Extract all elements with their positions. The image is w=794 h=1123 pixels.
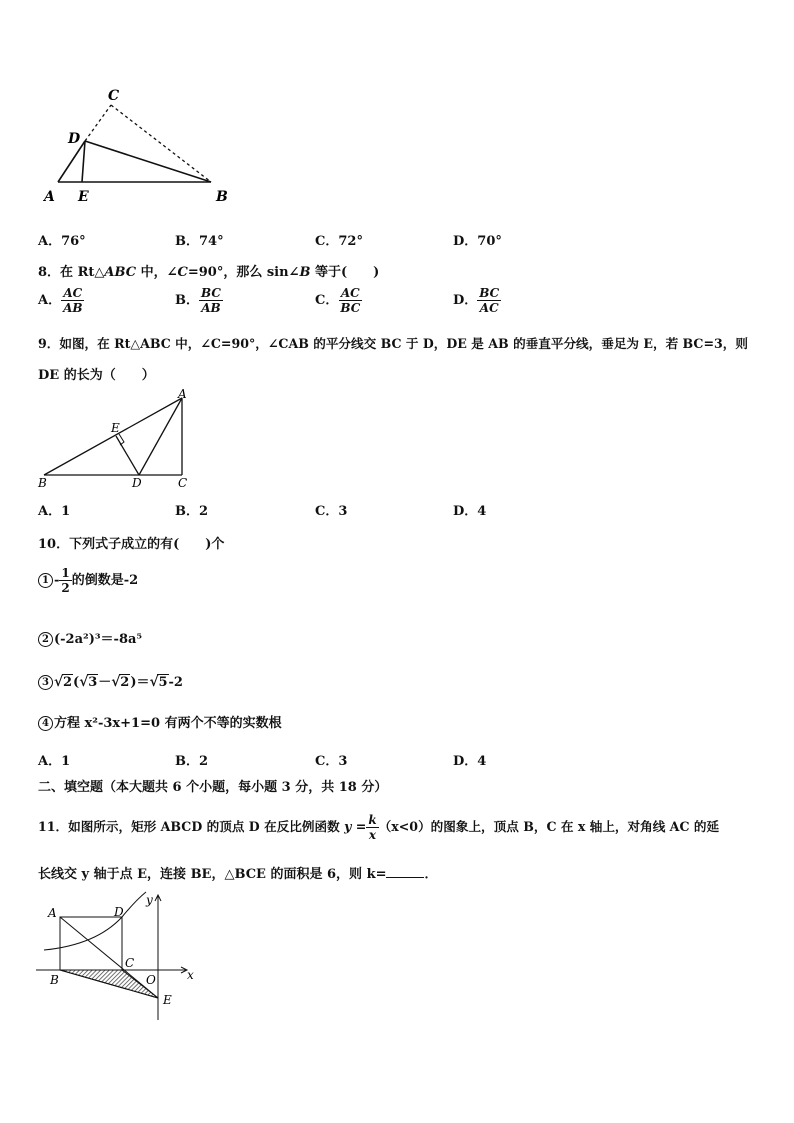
q10-item-3-number: 3 — [38, 675, 53, 690]
q10-item-2-number: 2 — [38, 632, 53, 647]
q7-option-d: D．70° — [453, 234, 502, 249]
q11-figure — [36, 890, 206, 1030]
fig9-label-d: D — [132, 476, 142, 488]
q10-option-c: C．3 — [315, 754, 348, 769]
fig9-label-e: E — [111, 421, 120, 435]
q11-answer-blank — [386, 867, 424, 878]
q8-stem — [38, 261, 379, 280]
q10-option-b: B．2 — [175, 754, 209, 769]
q8-option-c: C． $\frac{AC}{BC}$ — [315, 286, 361, 315]
fig7-label-c: C — [108, 88, 120, 104]
q8-stem-c: C — [177, 265, 188, 280]
fig9-label-b: B — [38, 476, 47, 488]
q8-option-a: A． $\frac{AC}{AB}$ — [38, 286, 83, 315]
q10-option-d: D．4 — [453, 754, 487, 769]
fig7-label-b: B — [216, 189, 228, 205]
fig9-label-a: A — [178, 388, 187, 401]
q9-option-d: D．4 — [453, 504, 487, 519]
q9-option-a: A．1 — [38, 504, 71, 519]
q7-figure — [38, 85, 238, 210]
q10-item-3: 3√ 2(√ 3－√ 2)＝√ 5-2 — [38, 671, 183, 690]
q8-stem-b: B — [299, 265, 311, 280]
fig11-label-e: E — [163, 993, 172, 1007]
q7-option-a: A．76° — [38, 234, 86, 249]
q11-stem-line1: 11．如图所示，矩形 ABCD 的顶点 D 在反比例函数 y = $\frac{k}{x}$ （x<0）的图象上，顶点 B，C 在 x 轴上，对角线 AC 的延 — [38, 813, 720, 842]
q8-stem-mid: 中，∠ — [136, 265, 178, 280]
section-2-heading: 二、填空题（本大题共 6 个小题，每小题 3 分，共 18 分） — [38, 780, 388, 795]
q9-option-b: B．2 — [175, 504, 209, 519]
q9-option-c: C．3 — [315, 504, 348, 519]
q8-stem-eq: =90°，那么 sin∠ — [187, 265, 300, 280]
q8-stem-abc: ABC — [104, 265, 137, 280]
q7-option-c: C．72° — [315, 234, 363, 249]
q10-option-a: A．1 — [38, 754, 71, 769]
q10-item-4: 4 方程 x²-3x+1=0 有两个不等的实数根 — [38, 712, 282, 731]
fig7-label-a: A — [44, 189, 55, 205]
q8-option-d: D． $\frac{BC}{AC}$ — [453, 286, 500, 315]
fig11-label-y: y — [146, 893, 153, 907]
q10-stem: 10．下列式子成立的有( )个 — [38, 537, 225, 552]
q8-option-b: B． $\frac{BC}{AB}$ — [175, 286, 221, 315]
q10-item-1-number: 1 — [38, 573, 53, 588]
fig11-label-b: B — [50, 973, 59, 987]
fig9-label-c: C — [178, 476, 188, 488]
fig11-label-o: O — [146, 973, 156, 987]
fig11-label-d: D — [114, 905, 124, 919]
q7-option-b: B．74° — [175, 234, 224, 249]
fig11-label-c: C — [125, 956, 135, 970]
q9-stem-line1: 9．如图，在 Rt△ABC 中，∠C=90°，∠CAB 的平分线交 BC 于 D，DE 是 AB 的垂直平分线，垂足为 E，若 BC=3，则 — [38, 336, 748, 351]
q9-stem-line2: DE 的长为（ ） — [38, 368, 155, 383]
fig11-label-x: x — [187, 968, 194, 982]
q8-stem-prefix: 8．在 Rt△ — [38, 265, 105, 280]
q8-stem-end: 等于( ) — [310, 265, 380, 280]
q11-stem-line2: 长线交 y 轴于点 E，连接 BE，△BCE 的面积是 6，则 k= ． — [38, 867, 438, 882]
q9-figure — [36, 388, 196, 488]
q10-item-4-number: 4 — [38, 716, 53, 731]
q10-item-2: 2 (-2a²)³＝-8a⁵ — [38, 628, 142, 647]
fig7-label-d: D — [68, 131, 81, 147]
fig7-label-e: E — [78, 189, 89, 205]
fig11-label-a: A — [48, 906, 57, 920]
q10-item-1: 1 - $\frac{1}{2}$ 的倒数是-2 — [38, 566, 138, 595]
